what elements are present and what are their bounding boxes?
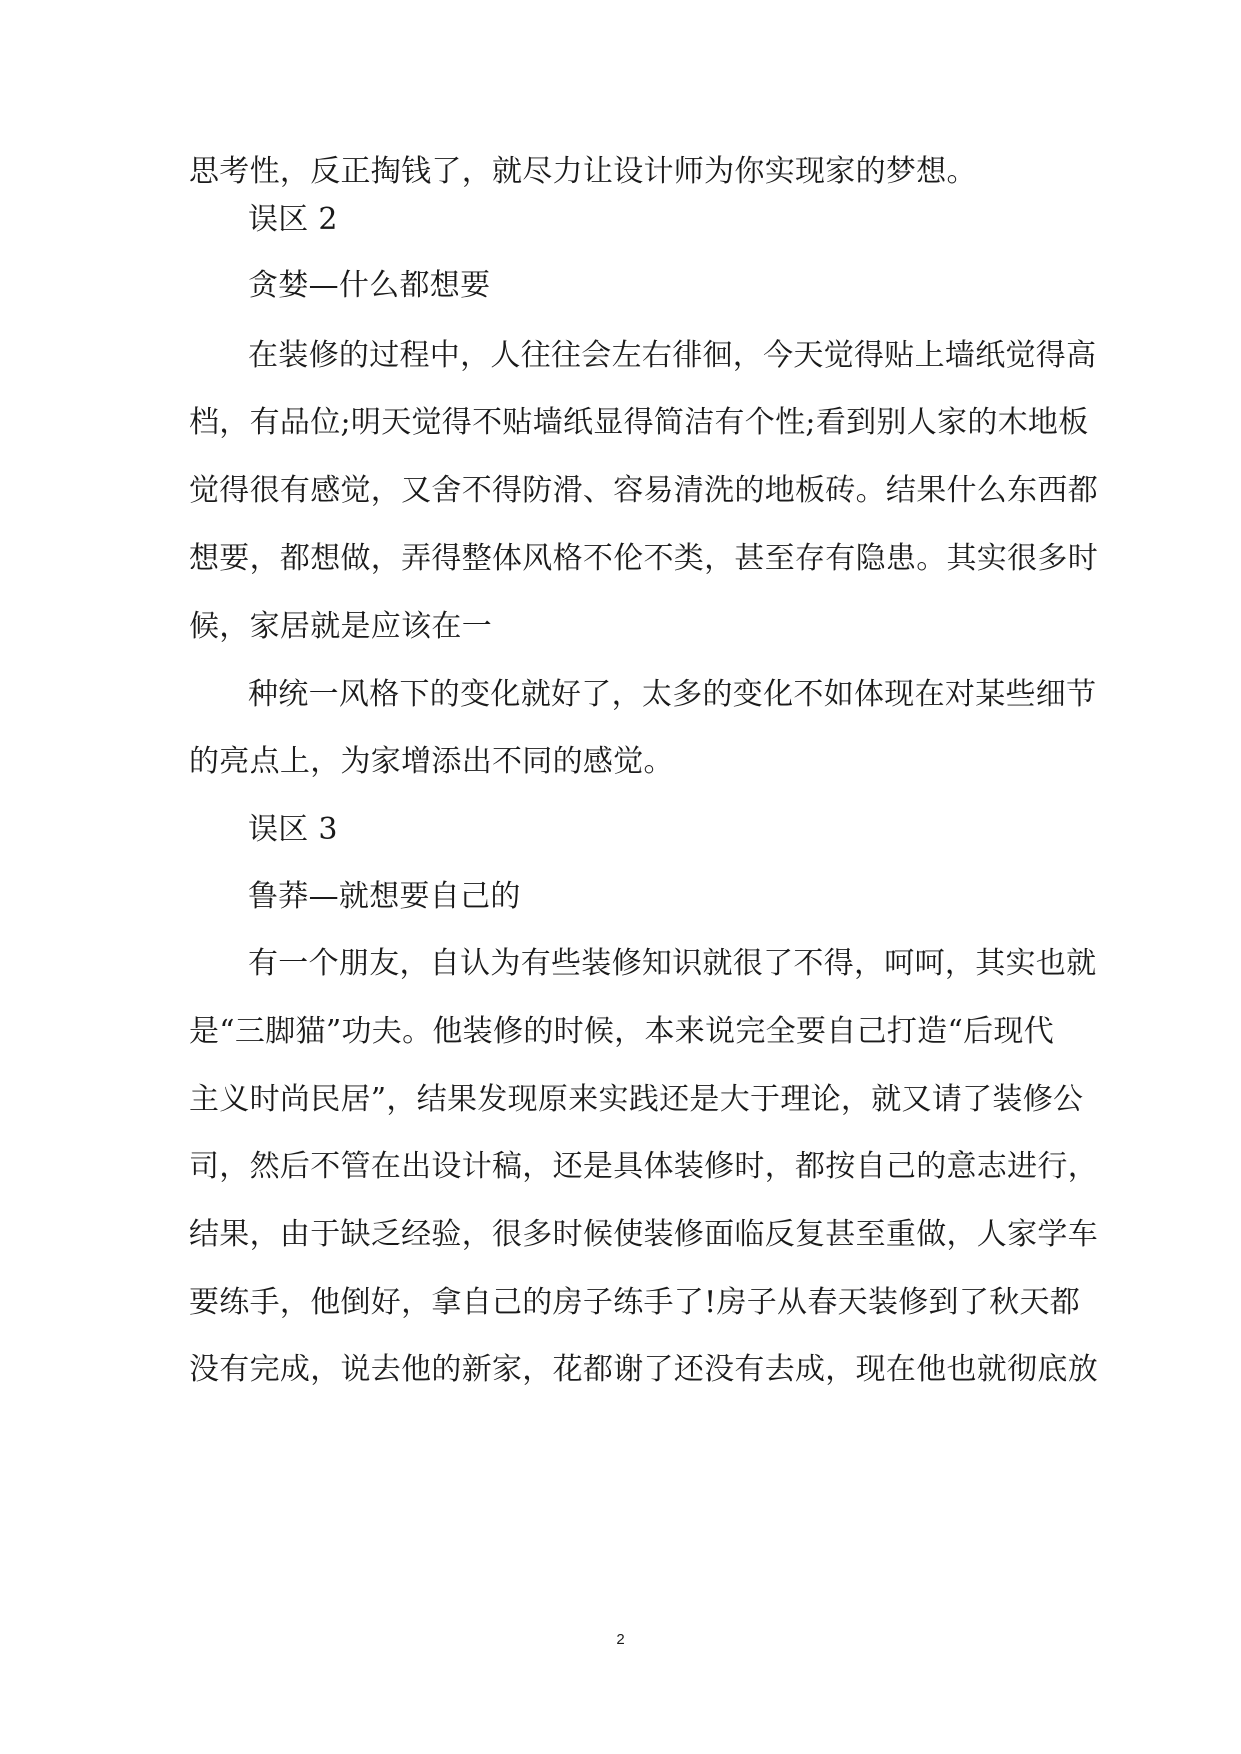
text-line-16: 司，然后不管在出设计稿，还是具体装修时，都按自己的意志进行，	[189, 1149, 1098, 1184]
section-label-3: 误区 3	[248, 812, 338, 847]
text-line-10: 的亮点上，为家增添出不同的感觉。	[189, 744, 674, 779]
text-line-9: 种统一风格下的变化就好了，太多的变化不如体现在对某些细节	[248, 677, 1097, 712]
text-line-7: 想要，都想做，弄得整体风格不伦不类，甚至存有隐患。其实很多时	[189, 541, 1098, 576]
text-line-13: 有一个朋友，自认为有些装修知识就很了不得，呵呵，其实也就	[248, 946, 1097, 981]
text-line-4: 在装修的过程中，人往往会左右徘徊，今天觉得贴上墙纸觉得高	[248, 338, 1097, 373]
page-number: 2	[616, 1631, 625, 1648]
text-line-5: 档，有品位;明天觉得不贴墙纸显得简洁有个性;看到别人家的木地板	[189, 405, 1089, 440]
section-label-2: 误区 2	[248, 202, 338, 237]
text-line-14: 是“三脚猫”功夫。他装修的时候，本来说完全要自己打造“后现代	[189, 1014, 1055, 1049]
text-line-8: 候，家居就是应该在一	[189, 609, 492, 644]
text-line-19: 没有完成，说去他的新家，花都谢了还没有去成，现在他也就彻底放	[189, 1352, 1098, 1387]
text-line-17: 结果，由于缺乏经验，很多时候使装修面临反复甚至重做，人家学车	[189, 1217, 1098, 1252]
text-line-1: 思考性，反正掏钱了，就尽力让设计师为你实现家的梦想。	[189, 154, 977, 189]
text-line-18: 要练手，他倒好，拿自己的房子练手了!房子从春天装修到了秋天都	[189, 1285, 1081, 1320]
section-heading-3: 鲁莽—就想要自己的	[248, 879, 521, 914]
text-line-6: 觉得很有感觉，又舍不得防滑、容易清洗的地板砖。结果什么东西都	[189, 473, 1098, 508]
section-heading-2: 贪婪—什么都想要	[248, 268, 491, 303]
text-line-15: 主义时尚民居”，结果发现原来实践还是大于理论，就又请了装修公	[189, 1082, 1084, 1117]
